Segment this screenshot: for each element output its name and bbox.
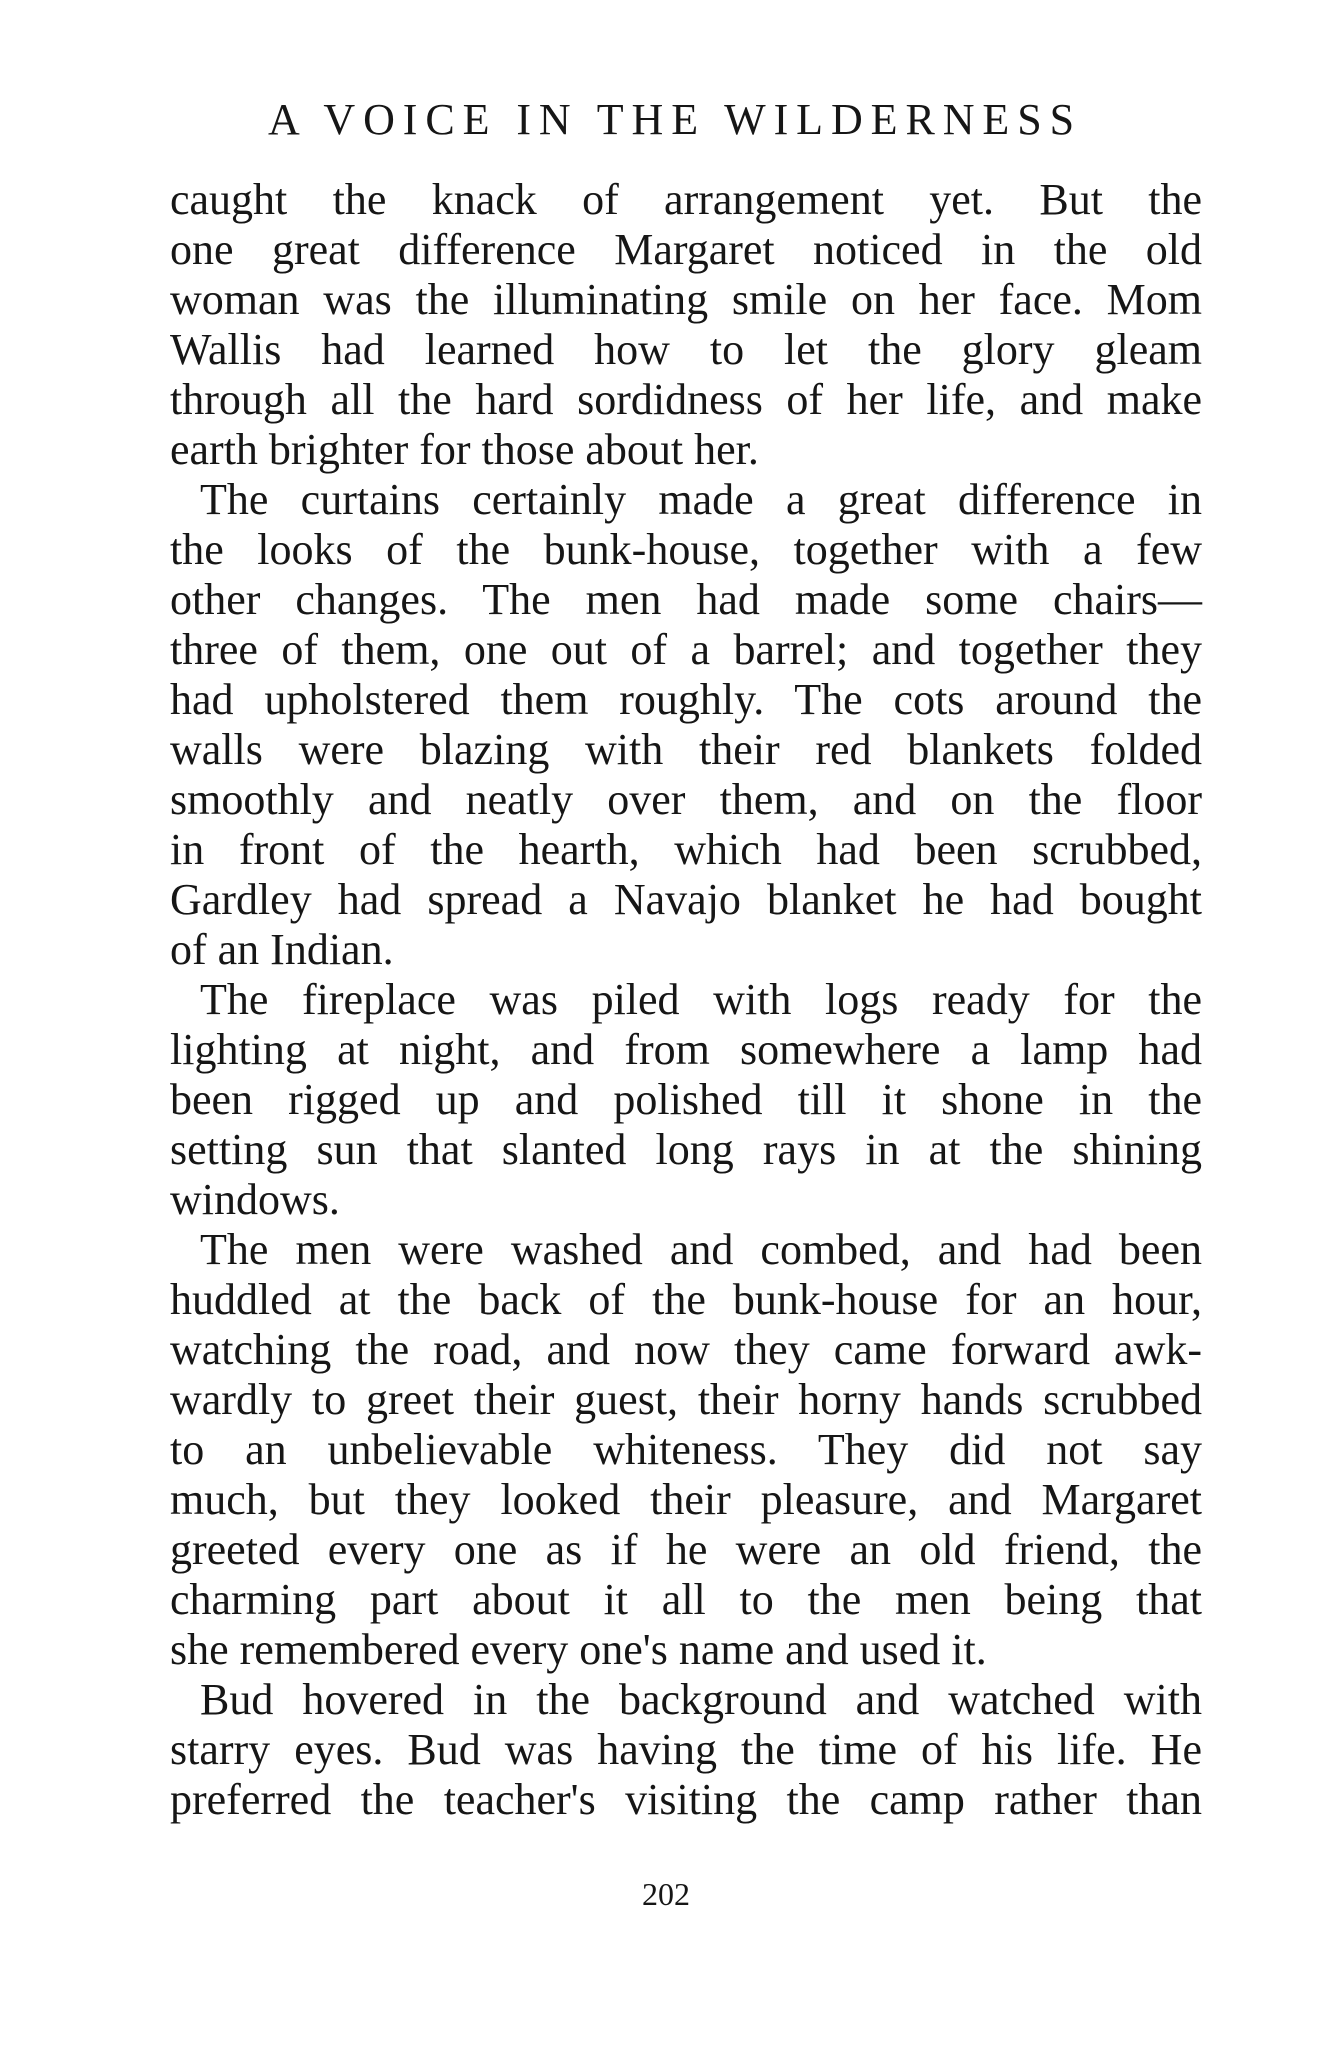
text-line: other changes. The men had made some chairs—	[170, 575, 1202, 624]
text-line: earth brighter for those about her.	[170, 425, 759, 474]
text-line: much, but they looked their pleasure, and Margaret	[170, 1475, 1202, 1524]
text-line: through all the hard sordidness of her life, and make	[170, 375, 1202, 424]
text-line: starry eyes. Bud was having the time of his life. He	[170, 1725, 1202, 1774]
text-line: setting sun that slanted long rays in at the shining	[170, 1125, 1202, 1174]
text-line: watching the road, and now they came forward awk-	[170, 1325, 1202, 1374]
text-line: The fireplace was piled with logs ready for the	[200, 975, 1202, 1024]
paragraph	[170, 1675, 1202, 1825]
text-line: Gardley had spread a Navajo blanket he had bought	[170, 875, 1202, 924]
text-line: walls were blazing with their red blankets folded	[170, 725, 1202, 774]
text-line: Wallis had learned how to let the glory gleam	[170, 325, 1202, 374]
text-line: greeted every one as if he were an old friend, the	[170, 1525, 1202, 1574]
text-line: been rigged up and polished till it shone in the	[170, 1075, 1202, 1124]
text-line: caught the knack of arrangement yet. But the	[170, 175, 1202, 224]
text-line: one great difference Margaret noticed in the old	[170, 225, 1202, 274]
paragraph	[170, 975, 1202, 1225]
body-text	[170, 175, 1202, 1825]
text-line: The curtains certainly made a great difference in	[200, 475, 1202, 524]
text-line: preferred the teacher's visiting the camp rather than	[170, 1775, 1202, 1824]
paragraph	[170, 175, 1202, 475]
text-line: charming part about it all to the men being that	[170, 1575, 1202, 1624]
running-head: A VOICE IN THE WILDERNESS	[268, 95, 1082, 144]
text-line: Bud hovered in the background and watched with	[200, 1675, 1202, 1724]
paragraph	[170, 1225, 1202, 1675]
text-line: to an unbelievable whiteness. They did not say	[170, 1425, 1202, 1474]
page-number: 202	[642, 1876, 690, 1912]
text-line: huddled at the back of the bunk-house for an hour,	[170, 1275, 1202, 1324]
text-line: of an Indian.	[170, 925, 394, 974]
text-line: wardly to greet their guest, their horny hands scrubbed	[170, 1375, 1202, 1424]
paragraph	[170, 475, 1202, 975]
text-line: smoothly and neatly over them, and on the floor	[170, 775, 1202, 824]
text-line: lighting at night, and from somewhere a lamp had	[170, 1025, 1202, 1074]
text-line: the looks of the bunk-house, together with a few	[170, 525, 1202, 574]
text-line: three of them, one out of a barrel; and together they	[170, 625, 1202, 674]
text-line: she remembered every one's name and used it.	[170, 1625, 987, 1674]
text-line: in front of the hearth, which had been scrubbed,	[170, 825, 1202, 874]
text-line: windows.	[170, 1175, 340, 1224]
text-line: The men were washed and combed, and had been	[200, 1225, 1202, 1274]
text-line: woman was the illuminating smile on her face. Mom	[170, 275, 1202, 324]
text-line: had upholstered them roughly. The cots around the	[170, 675, 1202, 724]
